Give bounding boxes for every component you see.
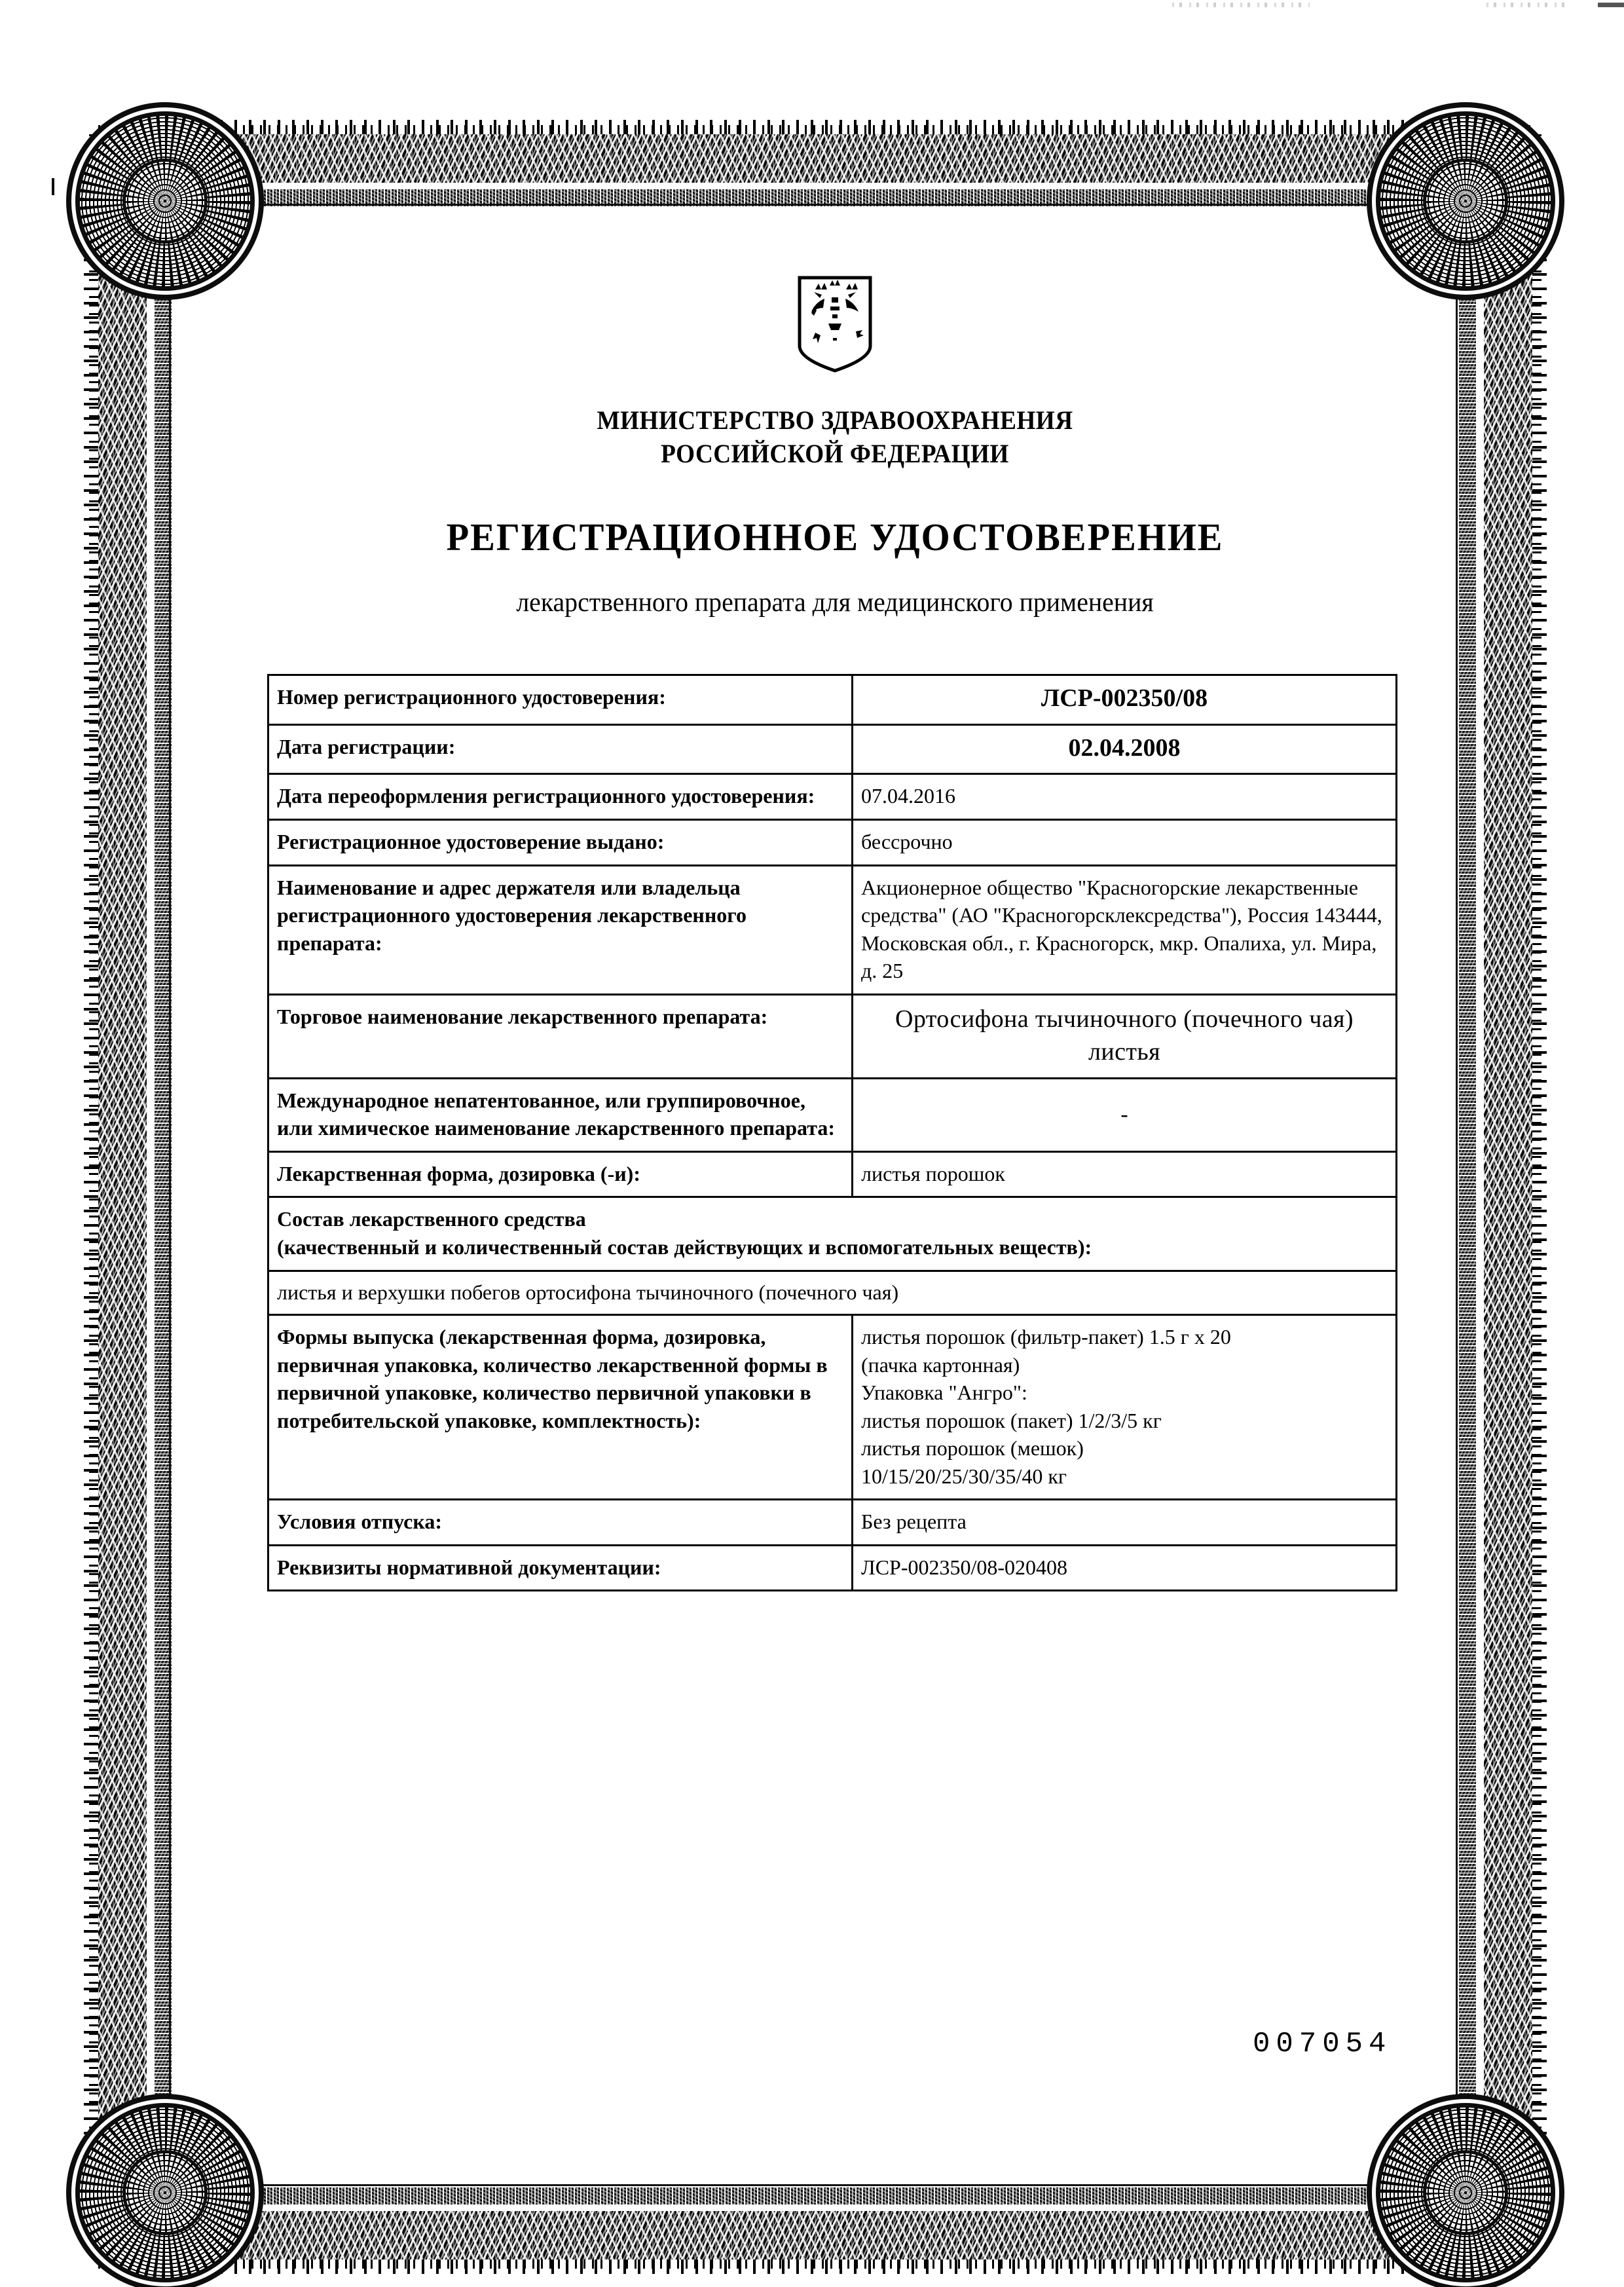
document-title: РЕГИСТРАЦИОННОЕ УДОСТОВЕРЕНИЕ (446, 515, 1224, 559)
certificate-serial-number: 007054 (1253, 2028, 1392, 2060)
border-inner-band-right (1459, 189, 1476, 2204)
release-form-line: Упаковка "Ангро": (861, 1381, 1027, 1405)
row-value: листья порошок (853, 1151, 1397, 1197)
table-row (268, 1078, 1397, 1151)
border-inner-band-bottom (155, 2187, 1476, 2204)
release-form-line: 10/15/20/25/30/35/40 кг (861, 1464, 1067, 1488)
row-value: ЛСР-002350/08 (853, 675, 1397, 725)
release-form-line: (пачка картонная) (861, 1352, 1020, 1377)
table-row-composition-heading (268, 1197, 1397, 1271)
row-value: Без рецепта (853, 1500, 1397, 1546)
table-row (268, 1545, 1397, 1591)
corner-rosette-bottom-right (1380, 2108, 1551, 2278)
release-form-line: листья порошок (мешок) (861, 1436, 1084, 1460)
scan-artifact (1172, 3, 1310, 7)
table-row (268, 865, 1397, 994)
corner-rosette-bottom-left (80, 2108, 250, 2278)
row-label: Условия отпуска: (268, 1500, 853, 1546)
release-form-line: листья порошок (фильтр-пакет) 1.5 г х 20 (861, 1325, 1231, 1349)
table-row-composition-value (268, 1271, 1397, 1315)
row-value: Акционерное общество "Красногорские лекарственные средства" (АО "Красногорсклексредства"), Россия 143444, Московская обл., г. Красногорск, мкр. Опалиха, ул. Мира, д. 25 (853, 865, 1397, 994)
table-row (268, 1500, 1397, 1546)
border-comb-bottom (177, 2259, 1454, 2274)
border-comb-right (1532, 259, 1547, 2138)
composition-heading-line-2: (качественный и количественный состав действующих и вспомогательных веществ): (277, 1235, 1092, 1259)
russian-coat-of-arms-icon (796, 275, 874, 373)
composition-heading-cell (268, 1197, 1397, 1271)
ministry-line-1: МИНИСТЕРСТВО ЗДРАВООХРАНЕНИЯ (597, 405, 1073, 435)
table-row (268, 994, 1397, 1078)
ministry-heading (296, 403, 1374, 470)
border-band-bottom (98, 2211, 1532, 2259)
row-value: бессрочно (853, 819, 1397, 865)
border-band-left (98, 134, 147, 2259)
scan-speck (52, 178, 54, 195)
registration-details-table (267, 674, 1397, 1591)
border-comb-top (177, 120, 1454, 134)
table-row (268, 675, 1397, 725)
row-value: ЛСР-002350/08-020408 (853, 1545, 1397, 1591)
row-value (853, 1315, 1397, 1500)
row-label: Лекарственная форма, дозировка (-и): (268, 1151, 853, 1197)
border-comb-left (84, 259, 98, 2138)
table-row (268, 1151, 1397, 1197)
certificate-content (255, 275, 1414, 1591)
table-row (268, 724, 1397, 774)
scan-artifact (1598, 3, 1624, 7)
row-label: Торговое наименование лекарственного препарата: (268, 994, 853, 1078)
table-row (268, 1315, 1397, 1500)
row-label: Формы выпуска (лекарственная форма, дозировка, первичная упаковка, количество лекарственной формы в первичной упаковке, количество первичной упаковки в потребительской упаковке, комплектность): (268, 1315, 853, 1500)
row-label: Номер регистрационного удостоверения: (268, 675, 853, 725)
corner-rosette-top-right (1380, 116, 1551, 286)
scan-artifact (1486, 3, 1565, 7)
row-label: Дата переоформления регистрационного удостоверения: (268, 774, 853, 820)
row-value: 02.04.2008 (853, 724, 1397, 774)
ministry-line-2: РОССИЙСКОЙ ФЕДЕРАЦИИ (661, 439, 1009, 469)
row-label: Регистрационное удостоверение выдано: (268, 819, 853, 865)
row-label: Реквизиты нормативной документации: (268, 1545, 853, 1591)
row-value: - (853, 1078, 1397, 1151)
document-subtitle: лекарственного препарата для медицинского применения (516, 587, 1154, 618)
corner-rosette-top-left (80, 116, 250, 286)
row-label: Дата регистрации: (268, 724, 853, 774)
composition-heading-line-1: Состав лекарственного средства (277, 1207, 586, 1231)
table-row (268, 819, 1397, 865)
row-label: Международное непатентованное, или группировочное, или химическое наименование лекарственного препарата: (268, 1078, 853, 1151)
row-label: Наименование и адрес держателя или владельца регистрационного удостоверения лекарственного препарата: (268, 865, 853, 994)
row-value: 07.04.2016 (853, 774, 1397, 820)
row-value: Ортосифона тычиночного (почечного чая) листья (853, 994, 1397, 1078)
composition-value: листья и верхушки побегов ортосифона тычиночного (почечного чая) (268, 1271, 1397, 1315)
table-row (268, 774, 1397, 820)
border-band-right (1484, 134, 1532, 2259)
border-band-top (98, 134, 1532, 183)
release-form-line: листья порошок (пакет) 1/2/3/5 кг (861, 1408, 1162, 1432)
